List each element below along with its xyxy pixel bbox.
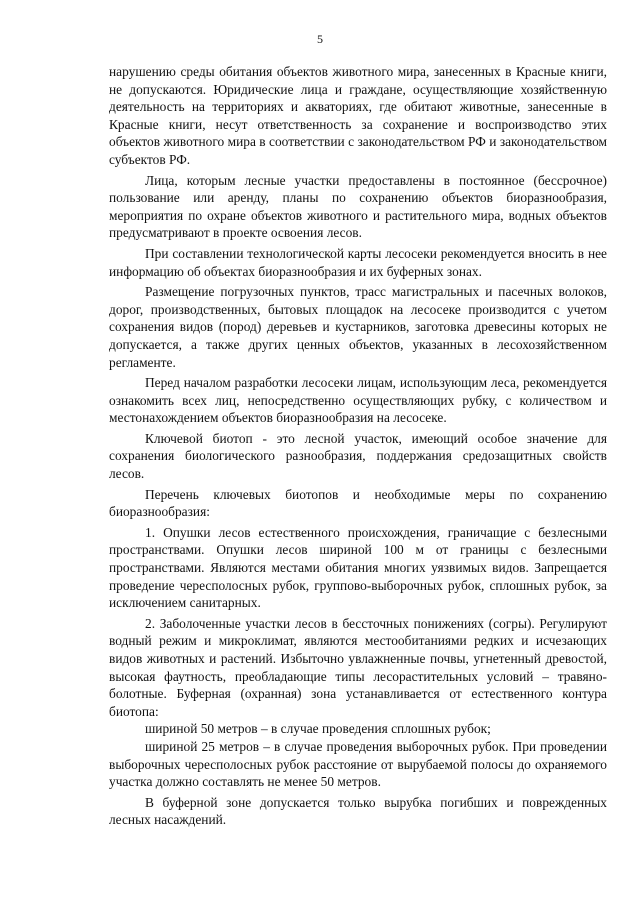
paragraph-buffer-zone-allowed-cutting: В буферной зоне допускается только вырубка погибших и поврежденных лесных насаждений. <box>109 794 607 828</box>
paragraph-briefing-before-logging: Перед началом разработки лесосеки лицам, использующим леса, рекомендуется ознакомить всех лиц, непосредственно осуществляющих рубку, с количеством и местонахождением объектов биоразнообразия на лесосеке. <box>109 375 607 426</box>
paragraph-key-biotopes-list-intro: Перечень ключевых биотопов и необходимые меры по сохранению биоразнообразия: <box>109 486 607 520</box>
paragraph-buffer-clear-cutting: шириной 50 метров – в случае проведения сплошных рубок; <box>145 721 491 737</box>
document-body <box>109 63 607 832</box>
page-number: 5 <box>317 32 323 46</box>
list-item-forest-edges: 1. Опушки лесов естественного происхождения, граничащие с безлесными пространствами. Опушки лесов шириной 100 м от границы с безлесными пространствами. Являются местами обитания многих уязвимых видов. Запрещается проведение чересполосных рубок, группово-выборочных рубок, сплошных рубок, за исключением санитарных. <box>109 524 607 611</box>
paragraph-key-biotope-definition: Ключевой биотоп - это лесной участок, имеющий особое значение для сохранения биологического разнообразия, поддержания средозащитных свойств лесов. <box>109 430 607 482</box>
paragraph-buffer-selective-cutting: шириной 25 метров – в случае проведения выборочных рубок. При проведении выборочных чересполосных рубок расстояние от вырубаемой полосы до охраняемого участка должно составлять не менее 50 метров. <box>109 738 607 790</box>
paragraph-red-book-continuation: нарушению среды обитания объектов животного мира, занесенных в Красные книги, не допускаются. Юридические лица и граждане, осуществляющие хозяйственную деятельность на территориях и акваториях, где обитают животные, занесенные в Красные книги, несут ответственность за сохранение и воспроизводство этих объектов животного мира в соответствии с законодательством РФ и законодательством субъектов РФ. <box>109 64 607 167</box>
paragraph-placement-of-facilities: Размещение погрузочных пунктов, трасс магистральных и пасечных волоков, дорог, производственных, бытовых площадок на лесосеке производится с учетом сохранения видов (пород) деревьев и кустарников, заготовка древесины которых не допускается, а также других ценных объектов, указанных в лесохозяйственном регламенте. <box>109 284 607 370</box>
list-item-swampy-areas: 2. Заболоченные участки лесов в бессточных понижениях (согры). Регулируют водный режим и микроклимат, являются местообитаниями редких и исчезающих видов животных и растений. Избыточно увлажненные почвы, угнетенный древостой, высокая фаутность, преобладающие типы лесорастительных условий – травяно-болотные. Буферная (охранная) зона устанавливается от естественного контура биотопа: <box>109 615 607 719</box>
paragraph-technological-map: При составлении технологической карты лесосеки рекомендуется вносить в нее информацию об объектах биоразнообразия и их буферных зонах. <box>109 245 607 279</box>
paragraph-forest-users-obligations: Лица, которым лесные участки предоставлены в постоянное (бессрочное) пользование или аренду, планы по сохранению объектов биоразнообразия, мероприятия по охране объектов животного и растительного мира, водных объектов предусматривают в проекте освоения лесов. <box>109 172 607 241</box>
